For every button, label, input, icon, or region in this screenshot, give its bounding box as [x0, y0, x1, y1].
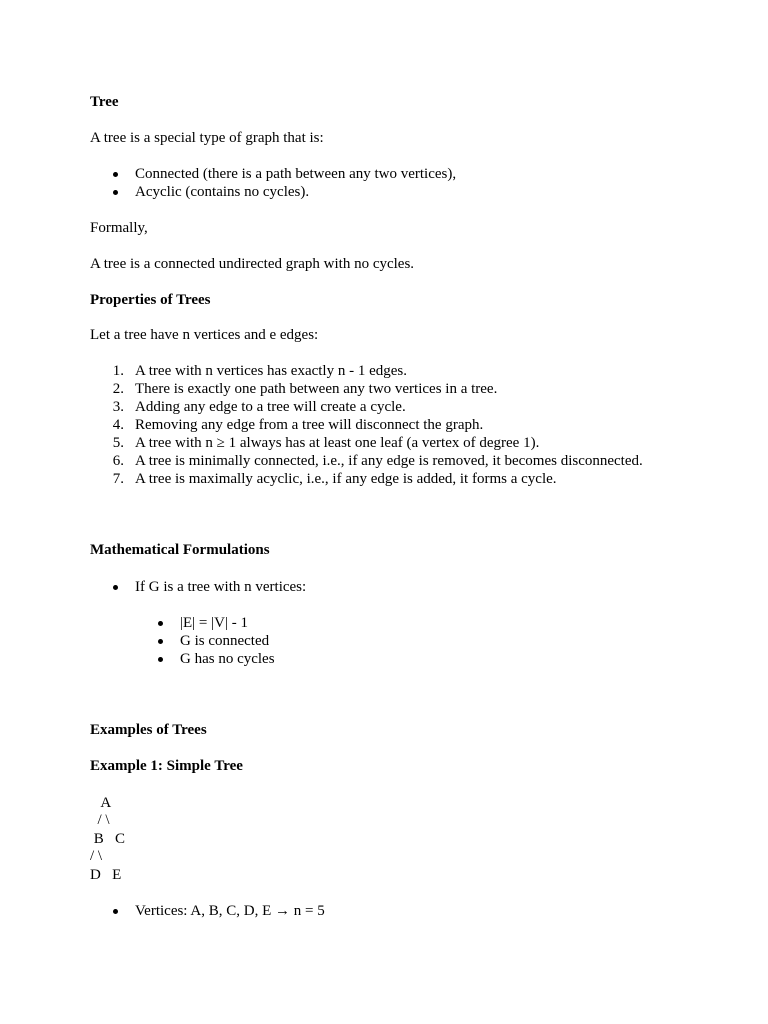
list-item-text: Vertices: A, B, C, D, E → n = 5 — [135, 903, 325, 919]
page-title: Tree — [90, 94, 119, 110]
list-item-text: Acyclic (contains no cycles). — [135, 184, 310, 200]
list-number: 5. — [112, 435, 124, 451]
list-item-text: There is exactly one path between any two vertices in a tree. — [135, 381, 498, 397]
list-number: 1. — [112, 363, 124, 379]
list-item-text: A tree is minimally connected, i.e., if any edge is removed, it becomes disconnected. — [135, 453, 643, 469]
list-item-text: Connected (there is a path between any two vertices), — [135, 166, 457, 182]
list-item-text: |E| = |V| - 1 — [180, 615, 248, 631]
list-item-text: A tree is maximally acyclic, i.e., if any edge is added, it forms a cycle. — [135, 471, 557, 487]
properties-lead: Let a tree have n vertices and e edges: — [90, 327, 319, 343]
list-number: 4. — [112, 417, 124, 433]
list-number: 7. — [112, 471, 124, 487]
properties-heading: Properties of Trees — [90, 292, 211, 308]
math-heading: Mathematical Formulations — [90, 542, 270, 558]
diagram-line: / \ — [90, 848, 103, 864]
list-number: 2. — [112, 381, 124, 397]
list-item-text: A tree with n ≥ 1 always has at least one leaf (a vertex of degree 1). — [135, 435, 540, 451]
diagram-line: B C — [90, 831, 126, 847]
bullet-icon — [113, 585, 118, 590]
list-item-text: If G is a tree with n vertices: — [135, 579, 307, 595]
bullet-icon — [158, 621, 163, 626]
diagram-line: D E — [90, 867, 122, 883]
list-item-text: G is connected — [180, 633, 270, 649]
intro-paragraph: A tree is a special type of graph that is: — [90, 130, 324, 146]
list-item-text: Adding any edge to a tree will create a cycle. — [135, 399, 406, 415]
list-item-text: G has no cycles — [180, 651, 275, 667]
bullet-icon — [158, 639, 163, 644]
examples-heading: Examples of Trees — [90, 722, 207, 738]
formal-definition: A tree is a connected undirected graph with no cycles. — [90, 256, 415, 272]
diagram-line: / \ — [90, 812, 110, 828]
bullet-icon — [113, 190, 118, 195]
example1-heading: Example 1: Simple Tree — [90, 758, 243, 774]
list-number: 3. — [112, 399, 124, 415]
diagram-line: A — [90, 795, 112, 811]
bullet-icon — [158, 657, 163, 662]
list-item-text: A tree with n vertices has exactly n - 1 edges. — [135, 363, 407, 379]
list-number: 6. — [112, 453, 124, 469]
formally-label: Formally, — [90, 220, 148, 236]
bullet-icon — [113, 172, 118, 177]
bullet-icon — [113, 909, 118, 914]
list-item-text: Removing any edge from a tree will disconnect the graph. — [135, 417, 484, 433]
